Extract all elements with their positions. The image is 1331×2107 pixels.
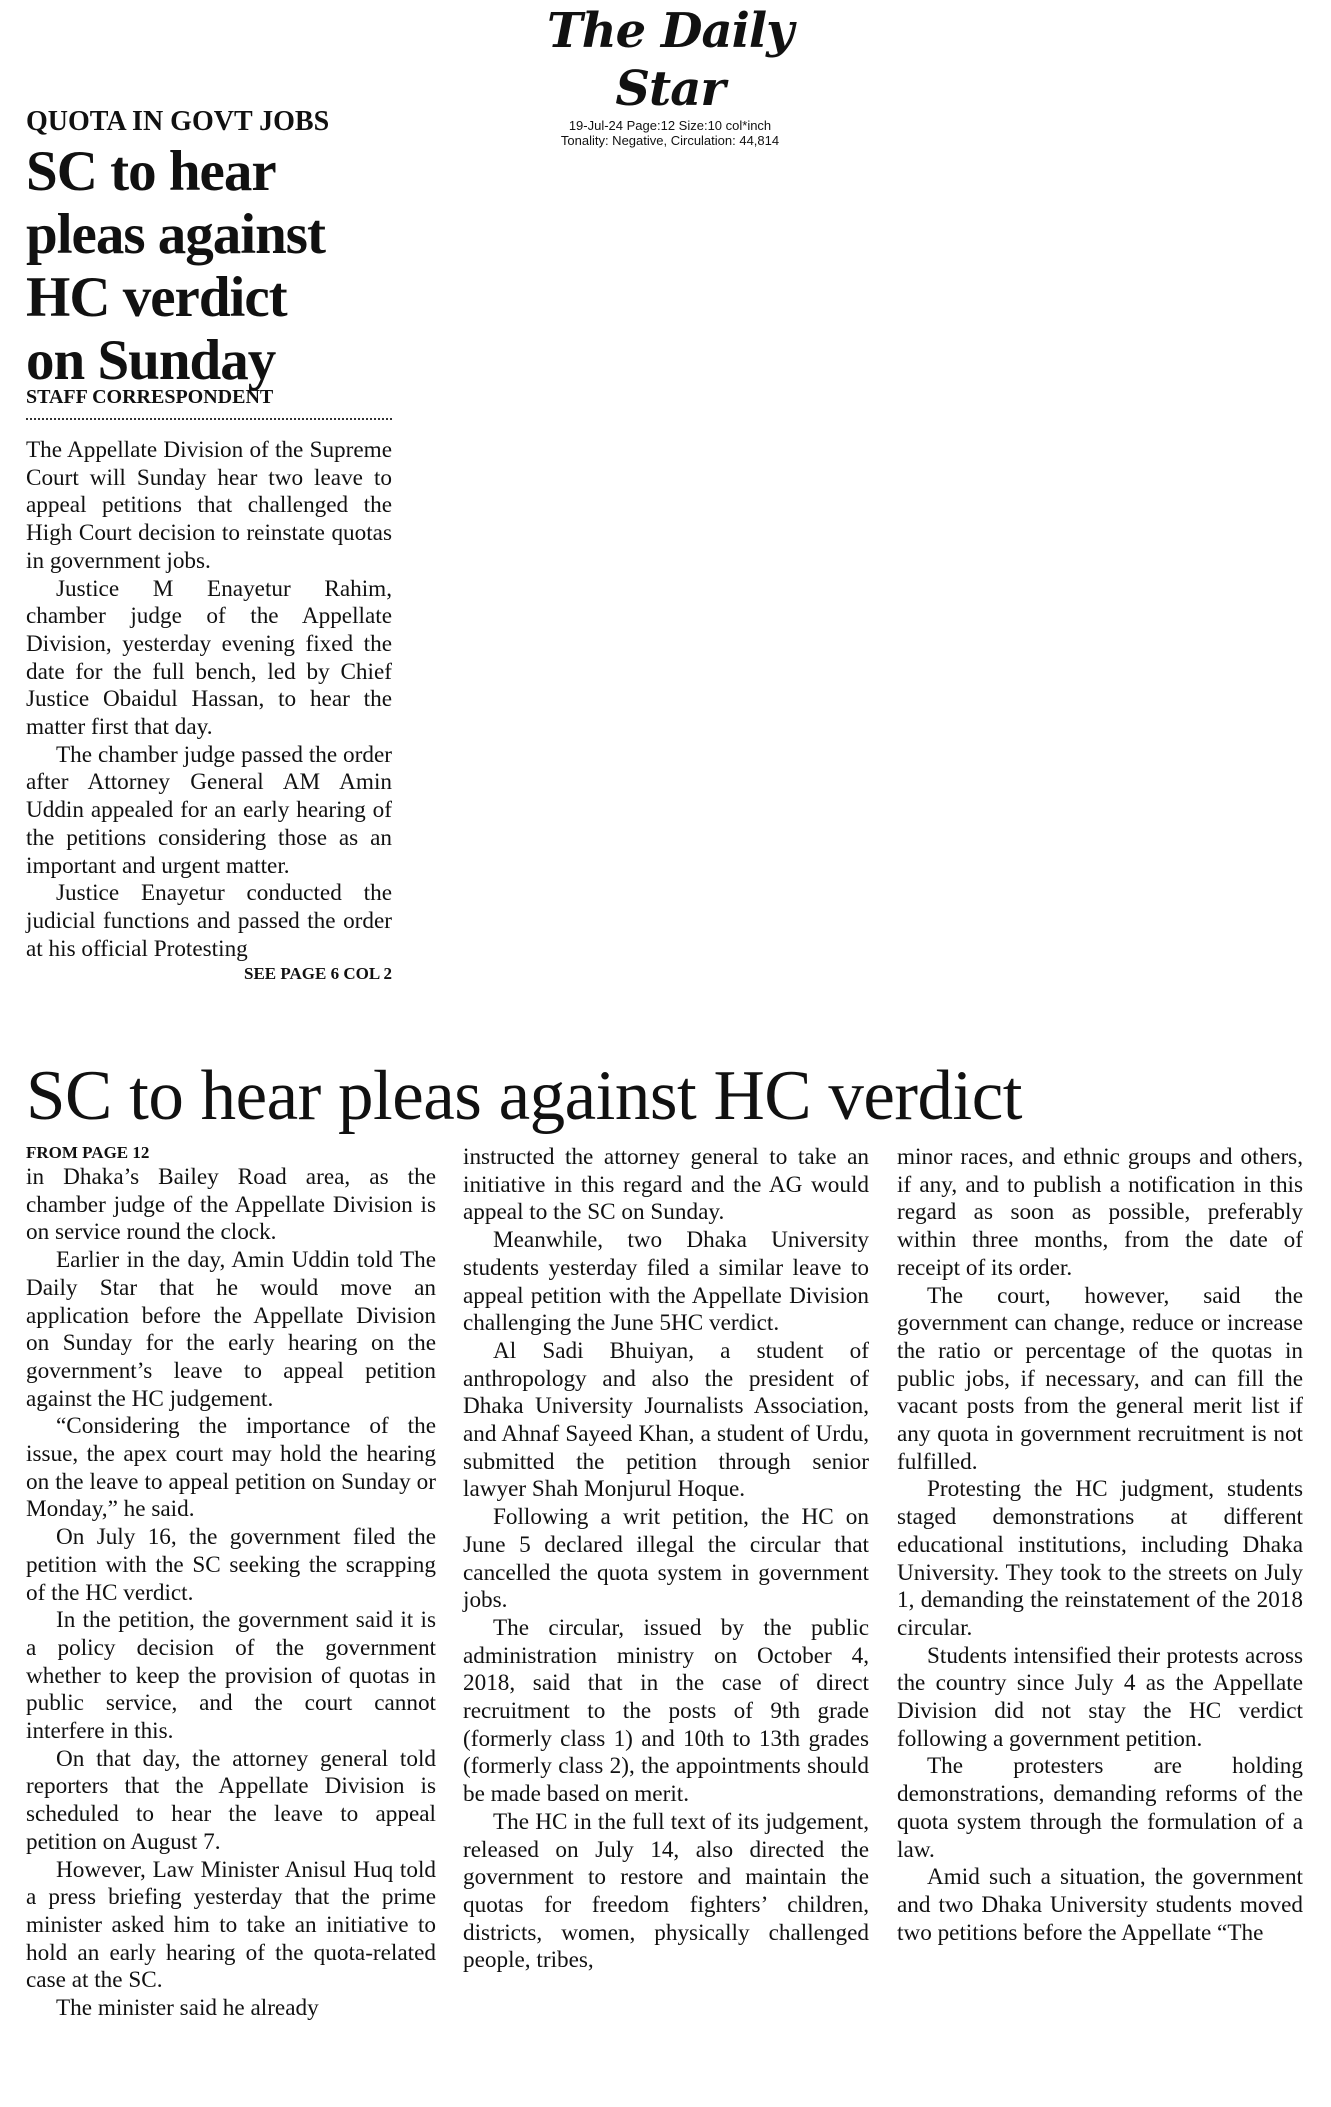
paragraph: The court, however, said the government can change, reduce or increase the ratio or percentage of the quotas in public jobs, if necessary, and can fill the vacant posts from the general merit list if any quota in government recruitment is not fulfilled. bbox=[897, 1282, 1303, 1475]
article-kicker: QUOTA IN GOVT JOBS bbox=[26, 106, 330, 137]
headline-line: SC to hear bbox=[26, 140, 276, 203]
paragraph: Earlier in the day, Amin Uddin told The Daily Star that he would move an application before the Appellate Division on Sunday for the early hearing on the government’s leave to appeal petition against the HC judgement. bbox=[26, 1247, 436, 1412]
headline-line: HC verdict bbox=[26, 266, 287, 329]
paragraph: Amid such a situation, the government and two Dhaka University students moved two petitions before the Appellate “The bbox=[897, 1864, 1303, 1946]
paragraph: instructed the attorney general to take an initiative in this regard and the AG would appeal to the SC on Sunday. bbox=[463, 1144, 869, 1226]
paragraph: Justice M Enayetur Rahim, chamber judge of the Appellate Division, yesterday evening fixed the date for the full bench, led by Chief Justice Obaidul Hassan, to hear the matter first that day. bbox=[26, 575, 392, 741]
paragraph: The chamber judge passed the order after Attorney General AM Amin Uddin appealed for an early hearing of the petitions considering those as an important and urgent matter. bbox=[26, 741, 392, 879]
headline-line: pleas against bbox=[26, 203, 325, 266]
paragraph: Al Sadi Bhuiyan, a student of anthropology and also the president of Dhaka University Journalists Association, and Ahnaf Sayeed Khan, a student of Urdu, submitted the petition through senior lawyer Shah Monjurul Hoque. bbox=[463, 1337, 869, 1503]
headline-line: on Sunday bbox=[26, 329, 276, 392]
continuation-column-2 bbox=[463, 1144, 869, 1975]
clip-meta-line2: Tonality: Negative, Circulation: 44,814 bbox=[560, 133, 780, 148]
article-byline: STAFF CORRESPONDENT bbox=[26, 386, 274, 408]
paragraph: Students intensified their protests across the country since July 4 as the Appellate Division did not stay the HC verdict following a government petition. bbox=[897, 1642, 1303, 1752]
continuation-headline: SC to hear pleas against HC verdict bbox=[26, 1057, 1022, 1135]
paragraph: Following a writ petition, the HC on June 5 declared illegal the circular that cancelled the quota system in government jobs. bbox=[463, 1504, 869, 1614]
front-column bbox=[26, 437, 392, 985]
paragraph: in Dhaka’s Bailey Road area, as the chamber judge of the Appellate Division is on service round the clock. bbox=[26, 1164, 436, 1246]
paragraph: The HC in the full text of its judgement, released on July 14, also directed the government to restore and maintain the quotas for freedom fighters’ children, districts, women, physically challenged people, tribes, bbox=[463, 1808, 869, 1974]
continuation-column-3 bbox=[897, 1144, 1303, 1947]
byline-divider bbox=[26, 418, 392, 420]
paragraph: minor races, and ethnic groups and others, if any, and to publish a notification in this regard as soon as possible, preferably within three months, from the date of receipt of its order. bbox=[897, 1144, 1303, 1281]
paragraph: On July 16, the government filed the petition with the SC seeking the scrapping of the HC verdict. bbox=[26, 1524, 436, 1606]
paragraph: In the petition, the government said it is a policy decision of the government whether to keep the provision of quotas in public service, and the court cannot interfere in this. bbox=[26, 1607, 436, 1745]
masthead bbox=[520, 2, 820, 148]
paragraph: Meanwhile, two Dhaka University students yesterday filed a similar leave to appeal petition with the Appellate Division challenging the June 5HC verdict. bbox=[463, 1227, 869, 1337]
article-headline bbox=[26, 140, 406, 392]
paragraph: The protesters are holding demonstrations, demanding reforms of the quota system through the formulation of a law. bbox=[897, 1753, 1303, 1863]
see-page-jump: SEE PAGE 6 COL 2 bbox=[244, 964, 392, 984]
clip-meta-line1: 19-Jul-24 Page:12 Size:10 col*inch bbox=[568, 118, 772, 133]
from-page-label: FROM PAGE 12 bbox=[26, 1143, 150, 1162]
paragraph: The circular, issued by the public administration ministry on October 4, 2018, said that in the case of direct recruitment to the posts of 9th grade (formerly class 1) and 10th to 13th grades (formerly class 2), the appointments should be made based on merit. bbox=[463, 1614, 869, 1808]
paragraph: Justice Enayetur conducted the judicial functions and passed the order at his official Protesting bbox=[26, 880, 392, 962]
newspaper-logo: The Daily Star bbox=[547, 3, 793, 117]
paragraph: The minister said he already bbox=[56, 1995, 319, 2022]
paragraph: On that day, the attorney general told reporters that the Appellate Division is scheduled to hear the leave to appeal petition on August 7. bbox=[26, 1745, 436, 1855]
paragraph: “Considering the importance of the issue, the apex court may hold the hearing on the leave to appeal petition on Sunday or Monday,” he said. bbox=[26, 1413, 436, 1523]
paragraph: The Appellate Division of the Supreme Court will Sunday hear two leave to appeal petitions that challenged the High Court decision to reinstate quotas in government jobs. bbox=[26, 437, 392, 574]
continuation-column-1 bbox=[26, 1142, 436, 2023]
paragraph: However, Law Minister Anisul Huq told a press briefing yesterday that the prime minister asked him to take an initiative to hold an early hearing of the quota-related case at the SC. bbox=[26, 1856, 436, 1994]
paragraph: Protesting the HC judgment, students staged demonstrations at different educational institutions, including Dhaka University. They took to the streets on July 1, demanding the reinstatement of the 2018 circular. bbox=[897, 1476, 1303, 1641]
